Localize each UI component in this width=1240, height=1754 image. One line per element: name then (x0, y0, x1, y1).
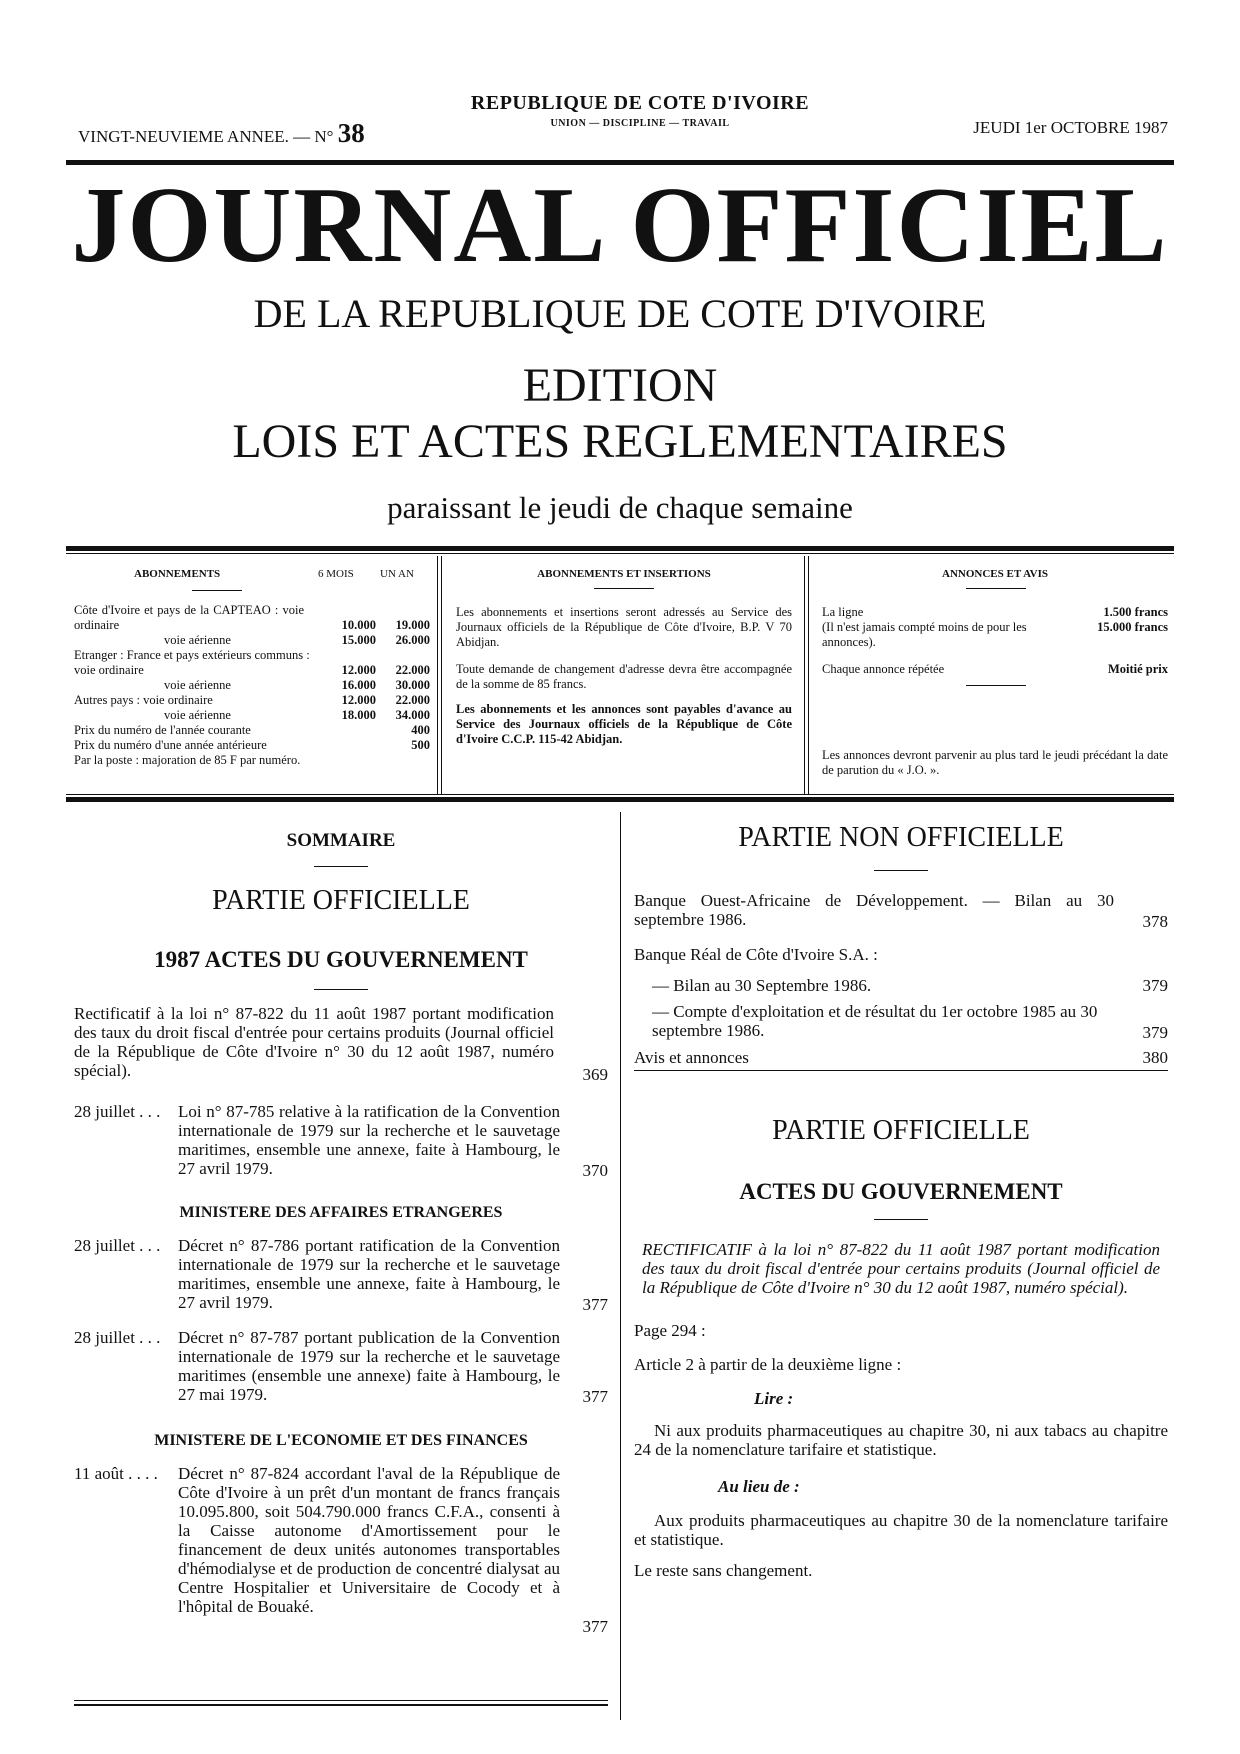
summary-column (74, 820, 608, 1636)
non-official-subitem: — Bilan au 30 Septembre 1986. 379 (652, 976, 1168, 995)
summary-section-underline (314, 989, 368, 990)
announcements-divider (966, 685, 1026, 686)
column-divider (620, 812, 621, 1720)
subscriptions-heading: ABONNEMENTS (134, 568, 221, 580)
repeat-price-row: Chaque annonce répétée Moitié prix (822, 662, 1168, 676)
read-text: Ni aux produits pharmaceutiques au chapitre 30, ni aux tabacs au chapitre 24 de la nomenclature tarifaire et statistique. (634, 1421, 1168, 1459)
non-official-heading: PARTIE NON OFFICIELLE (738, 822, 1064, 853)
read-label: Lire : (754, 1389, 794, 1408)
box-divider-2b (808, 556, 809, 794)
line-price-row: La ligne 1.500 francs (822, 605, 1168, 619)
insertions-payment: Les abonnements et les annonces sont payables d'avance au Service des Journaux officiels de la République de Côte d'Ivoire C.C.P. 115-42 Abidjan. (456, 702, 792, 746)
summary-entry: 11 août . . . . Décret n° 87-824 accordant l'aval de la République de Côte d'Ivoire à un prêt d'un montant de francs français 10.095.800, soit 504.790.000 francs C.F.A., consenti à la Caisse autonome d'Amortissement pour le financement de deux unités autonomes transportables d'hémodialyse et de production de concentré dialysat au Centre Hospitalier et Universitaire de Cocody et à l'hôpital de Bouaké. 377 (74, 1464, 608, 1636)
article-reference: Article 2 à partir de la deuxième ligne : (634, 1355, 902, 1374)
subscription-row: Etranger : France et pays extérieurs communs : voie ordinaire 12.000 22.000 (74, 648, 430, 677)
box-divider-2 (804, 556, 805, 794)
republic-block (440, 92, 840, 129)
national-motto: UNION — DISCIPLINE — TRAVAIL (550, 118, 730, 129)
rectificatif-title: RECTIFICATIF à la loi n° 87-822 du 11 août 1987 portant modification des taux du droit fiscal d'entrée pour certains produits (Journal officiel de la République de Côte d'Ivoire n° 30 du 12 août 1987, numéro spécial). (642, 1240, 1160, 1297)
summary-heading-underline (314, 866, 368, 867)
postal-surcharge: Par la poste : majoration de 85 F par numéro. (74, 753, 301, 767)
summary-rectificatif (74, 1004, 608, 1084)
subscription-row: voie aérienne 15.000 26.000 (164, 633, 430, 647)
official-part-heading: PARTIE OFFICIELLE (772, 1115, 1030, 1146)
summary-entry: 28 juillet . . . Décret n° 87-786 portant ratification de la Convention internationale de 1979 sur la recherche et le sauvetage maritimes, ensemble une annexe, faite à Hambourg, le 27 avril 1979. 377 (74, 1236, 608, 1314)
rest-unchanged: Le reste sans changement. (634, 1561, 813, 1580)
non-official-end-rule (634, 1070, 1168, 1071)
subscription-row: 10.000 19.000 (341, 618, 430, 632)
instead-text: Aux produits pharmaceutiques au chapitre 30 de la nomenclature tarifaire et statistique. (634, 1511, 1168, 1549)
publication-frequency: paraissant le jeudi de chaque semaine (387, 490, 853, 525)
subscription-group-cote-divoire: Côte d'Ivoire et pays de la CAPTEAO : voie ordinaire (74, 603, 304, 632)
box-bottom-rule-thick (66, 797, 1174, 802)
subscription-row: voie aérienne 18.000 34.000 (164, 708, 430, 722)
instead-label: Au lieu de : (718, 1477, 800, 1496)
non-official-underline (874, 870, 928, 871)
summary-section-economy: MINISTERE DE L'ECONOMIE ET DES FINANCES (154, 1432, 528, 1449)
subscription-row: Autres pays : voie ordinaire 12.000 22.000 (74, 693, 430, 707)
summary-section-government: 1987 ACTES DU GOUVERNEMENT (154, 947, 528, 972)
insertions-heading-underline (594, 588, 654, 589)
official-section-heading: ACTES DU GOUVERNEMENT (739, 1179, 1063, 1204)
subscription-row: voie aérienne 16.000 30.000 (164, 678, 430, 692)
year-issue-label: VINGT-NEUVIEME ANNEE. — N° (78, 127, 334, 146)
box-top-rule (66, 546, 1174, 551)
rectificatif-page: 369 (582, 1065, 608, 1084)
box-divider-1b (441, 556, 442, 794)
announcements-heading-underline (966, 588, 1026, 589)
price-previous-row: Prix du numéro d'une année antérieure 500 (74, 738, 430, 752)
non-official-subitem: — Compte d'exploitation et de résultat du 1er octobre 1985 au 30 septembre 1986. 379 (652, 1002, 1168, 1042)
insertions-panel (456, 568, 792, 747)
journal-subtitle: DE LA REPUBLIQUE DE COTE D'IVOIRE (253, 291, 987, 336)
non-official-item: Banque Ouest-Africaine de Développement. — Bilan au 30 septembre 1986. 378 (634, 891, 1168, 931)
page-reference: Page 294 : (634, 1321, 706, 1340)
summary-entry: 28 juillet . . . Loi n° 87-785 relative à la ratification de la Convention internationale de 1979 sur la recherche et le sauvetage maritimes, ensemble une annexe, faite à Hambourg, le 27 avril 1979. 370 (74, 1102, 608, 1180)
announcements-heading: ANNONCES ET AVIS (942, 568, 1048, 580)
subscriptions-panel (74, 568, 430, 768)
edition-label: EDITION (522, 359, 718, 412)
issue-date: JEUDI 1er OCTOBRE 1987 (973, 118, 1168, 137)
box-divider-1 (437, 556, 438, 794)
rectificatif-text: Rectificatif à la loi n° 87-822 du 11 août 1987 portant modification des taux du droit fiscal d'entrée pour certains produits (Journal officiel de la République de Côte d'Ivoire n° 30 du 12 août 1987, numéro spécial). (74, 1004, 554, 1080)
issue-number: 38 (337, 118, 365, 148)
journal-title: JOURNAL OFFICIEL (71, 166, 1169, 285)
issue-line (78, 118, 365, 149)
summary-part-title: PARTIE OFFICIELLE (212, 885, 470, 916)
insertions-address-change: Toute demande de changement d'adresse devra être accompagnée de la somme de 85 francs. (456, 662, 792, 691)
non-official-item: Banque Réal de Côte d'Ivoire S.A. : (634, 945, 878, 964)
summary-bottom-rule-2 (74, 1704, 608, 1706)
summary-entry: 28 juillet . . . Décret n° 87-787 portant publication de la Convention internationale de 1979 sur la recherche et le sauvetage maritimes (ensemble une annexe) faite à Hambourg, le 27 mai 1979. 377 (74, 1328, 608, 1406)
summary-heading: SOMMAIRE (286, 830, 396, 851)
insertions-address: Les abonnements et insertions seront adressés au Service des Journaux officiels de la République de Côte d'Ivoire, B.P. V 70 Abidjan. (456, 605, 792, 649)
summary-bottom-rule (74, 1700, 608, 1701)
subscriptions-heading-underline (192, 590, 242, 591)
price-current-row: Prix du numéro de l'année courante 400 (74, 723, 430, 737)
header-rule (66, 160, 1174, 165)
box-top-rule-thin (66, 553, 1174, 554)
summary-section-foreign-affairs: MINISTERE DES AFFAIRES ETRANGERES (179, 1204, 503, 1221)
announcements-panel (822, 568, 1168, 777)
minimum-price-row: (Il n'est jamais compté moins de pour les annonces). 15.000 francs (822, 620, 1168, 649)
official-section-underline (874, 1219, 928, 1220)
insertions-heading: ABONNEMENTS ET INSERTIONS (537, 568, 711, 580)
collection-title: LOIS ET ACTES REGLEMENTAIRES (232, 415, 1008, 468)
six-months-header: 6 MOIS (318, 568, 354, 580)
non-official-item: Avis et annonces 380 (634, 1048, 1168, 1067)
box-bottom-rule (66, 794, 1174, 795)
announcements-deadline: Les annonces devront parvenir au plus tard le jeudi précédant la date de parution du « J.O. ». (822, 748, 1168, 777)
one-year-header: UN AN (380, 568, 414, 580)
republic-name: REPUBLIQUE DE COTE D'IVOIRE (470, 92, 810, 114)
right-column (634, 820, 1168, 1581)
